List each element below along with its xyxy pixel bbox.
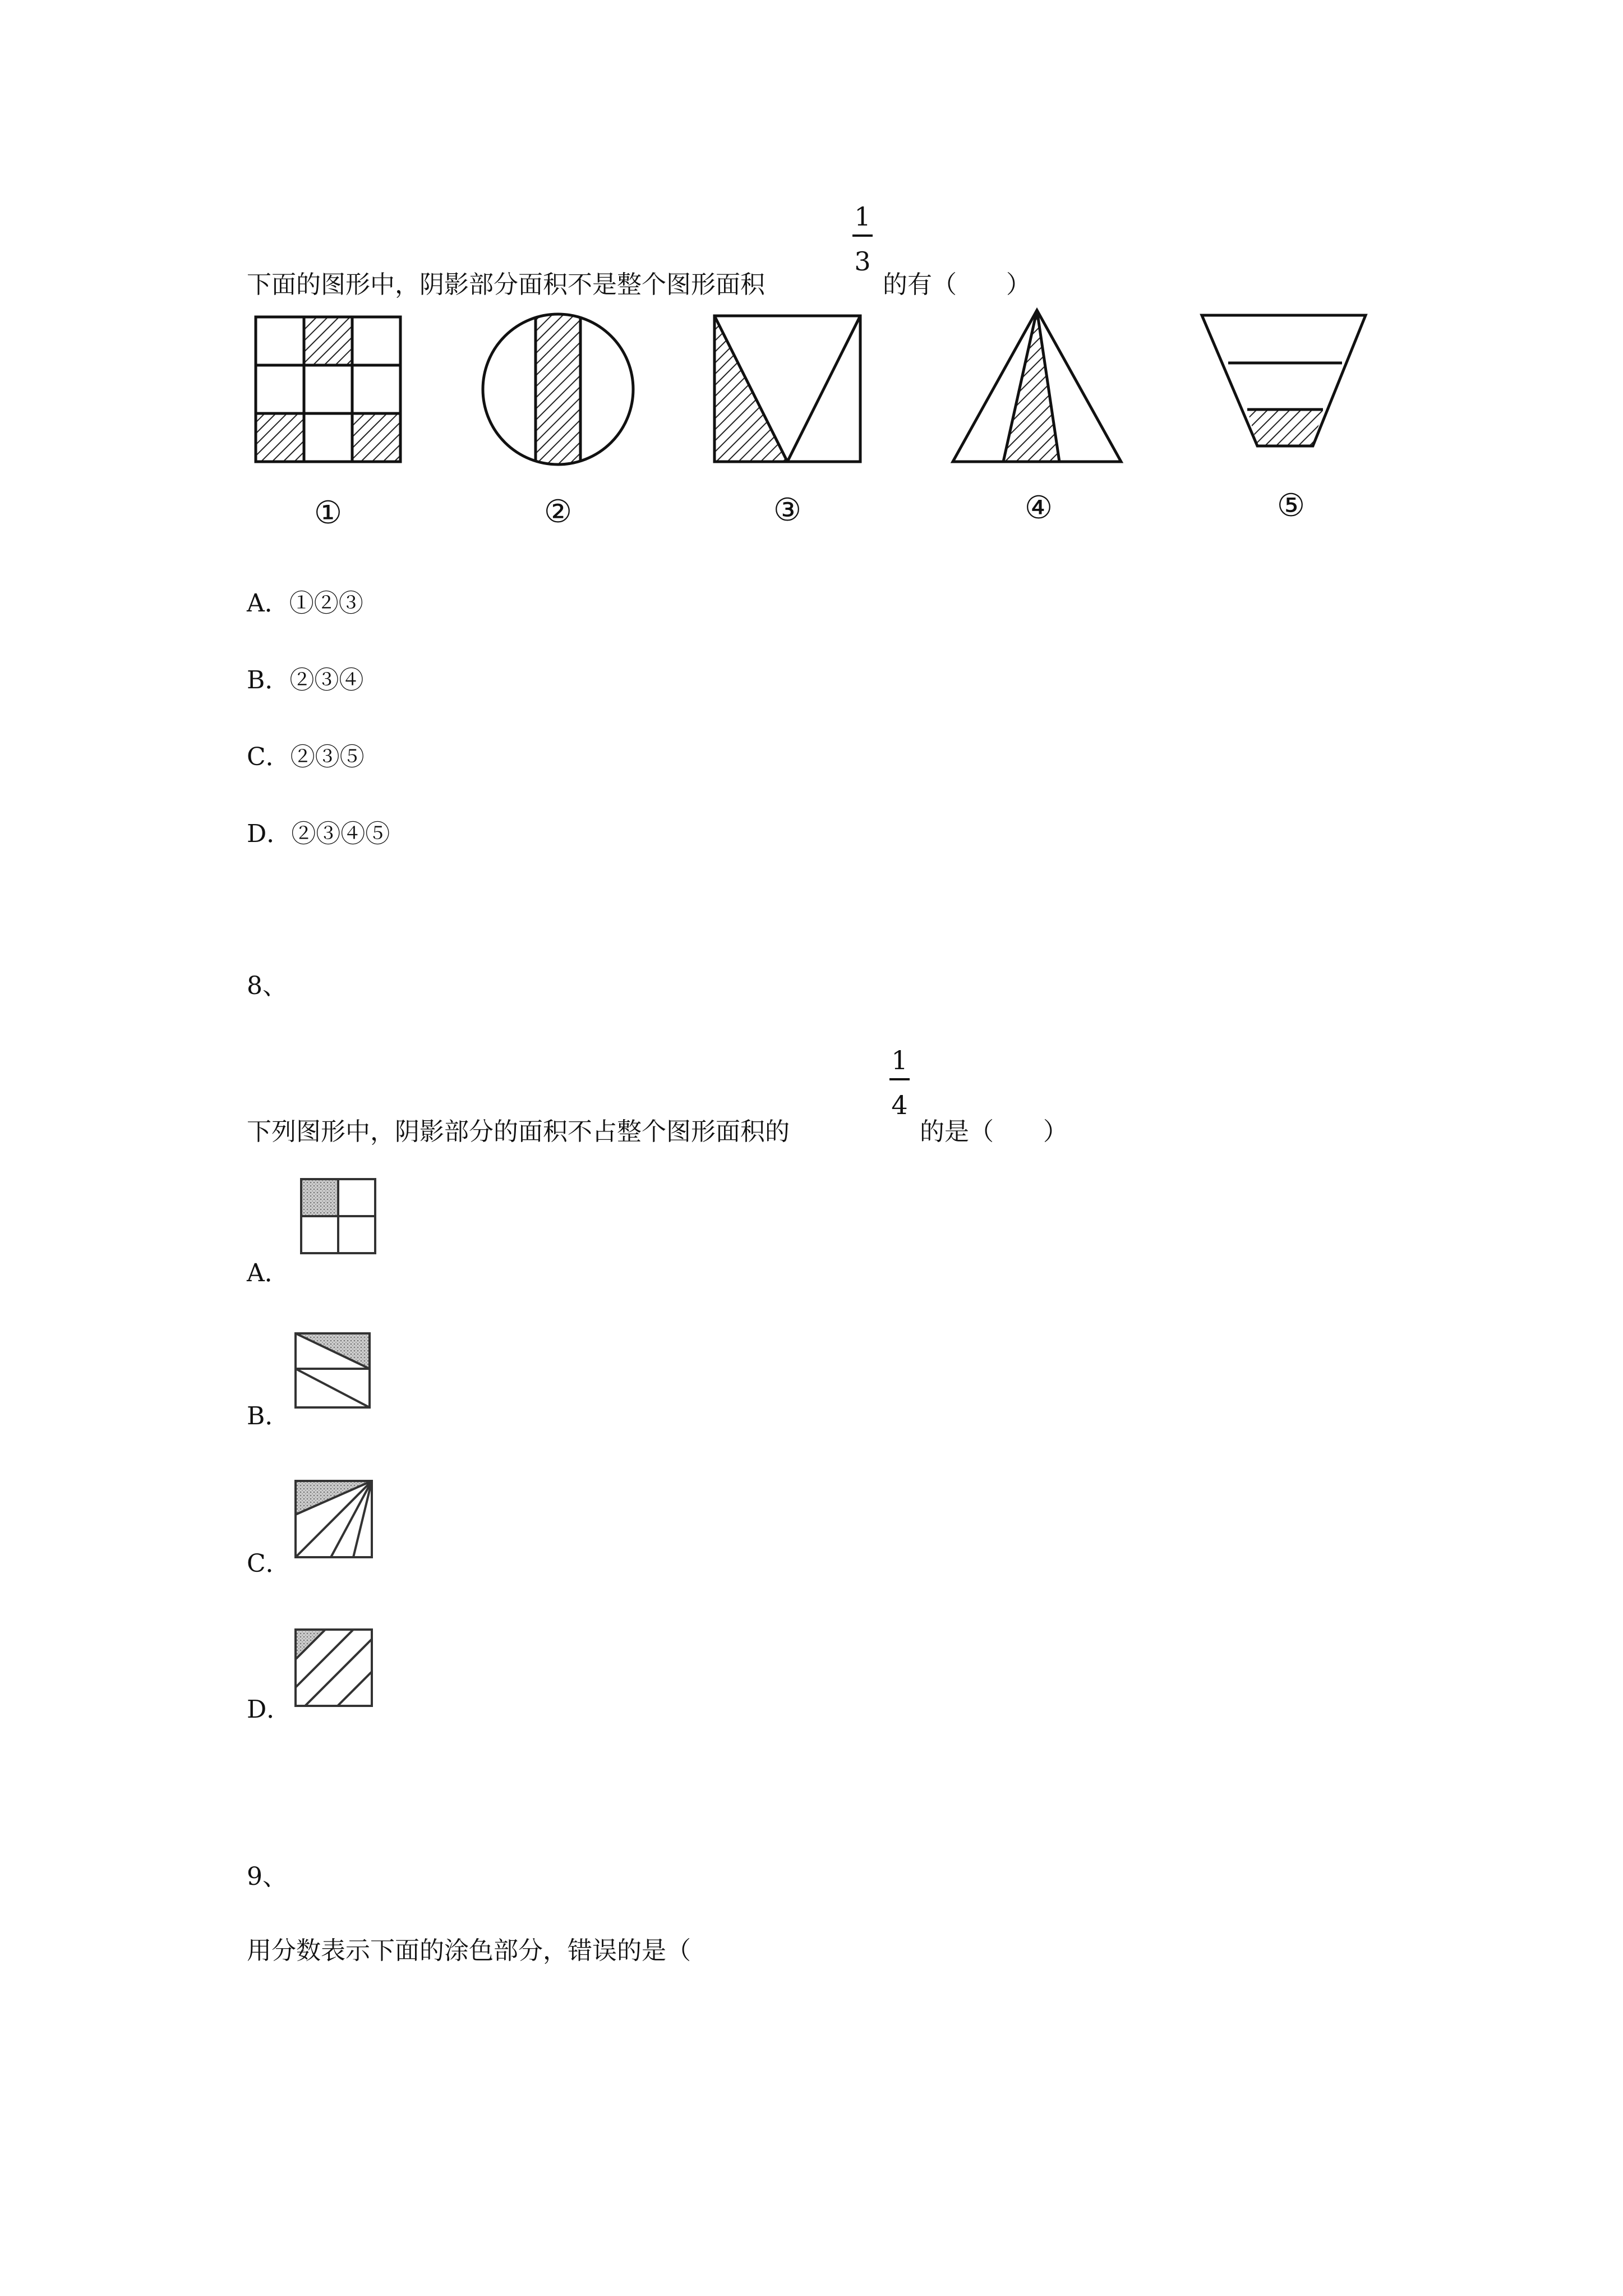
- q7-option-b: [247, 665, 363, 696]
- q7-option-a: [247, 588, 363, 619]
- q9-number: 9、: [247, 1862, 287, 1891]
- option-letter: A．: [247, 589, 289, 618]
- q7-option-c: [247, 742, 365, 773]
- q8-figure-d: [296, 1630, 372, 1706]
- q8-number: 8、: [247, 972, 287, 1000]
- figure-5-trapezoid: [1202, 315, 1366, 446]
- q9-stem: 用分数表示下面的涂色部分，错误的是（: [247, 1936, 691, 1965]
- q7-fraction-denominator: 3: [854, 246, 871, 277]
- figure-5-label: ⑤: [1276, 487, 1306, 524]
- q8-figure-c: [296, 1481, 372, 1557]
- option-letter: C．: [247, 743, 291, 771]
- q7-fraction-numerator: 1: [854, 201, 871, 232]
- q8-figures: [0, 1178, 1623, 1907]
- option-text: ②③⑤: [290, 743, 365, 771]
- option-letter: D．: [247, 820, 292, 848]
- figure-3-square: [714, 316, 860, 462]
- figure-3-label: ③: [773, 492, 802, 528]
- option-text: ②③④⑤: [291, 820, 390, 848]
- figure-2-circle: [483, 311, 633, 468]
- figure-2-label: ②: [543, 494, 573, 530]
- q8-option-d: D．: [247, 1695, 292, 1724]
- q8-figure-a: [301, 1179, 375, 1253]
- option-text: ②③④: [289, 666, 364, 694]
- q8-fraction-bar: [889, 1078, 910, 1080]
- q8-option-a: A．: [247, 1259, 289, 1287]
- option-letter: B．: [247, 666, 290, 694]
- q7-figures: [0, 0, 1623, 561]
- q8-fraction-numerator: 1: [891, 1045, 908, 1075]
- figure-4-triangle: [953, 310, 1121, 462]
- q8-stem-after: 的是（ ）: [920, 1117, 1068, 1146]
- q7-option-d: [247, 818, 390, 850]
- figure-4-label: ④: [1024, 490, 1053, 526]
- figure-1-label: ①: [313, 495, 343, 531]
- q7-stem-after: 的有（ ）: [883, 270, 1031, 299]
- q8-figure-b: [296, 1333, 370, 1407]
- figure-1-grid: [256, 317, 400, 462]
- option-text: ①②③: [289, 589, 363, 618]
- q8-option-c: C．: [247, 1549, 291, 1578]
- q8-stem-before: 下列图形中，阴影部分的面积不占整个图形面积的: [247, 1117, 790, 1146]
- q8-fraction-denominator: 4: [891, 1090, 908, 1120]
- q8-option-b: B．: [247, 1402, 290, 1430]
- q7-stem-before: 下面的图形中，阴影部分面积不是整个图形面积: [247, 270, 765, 299]
